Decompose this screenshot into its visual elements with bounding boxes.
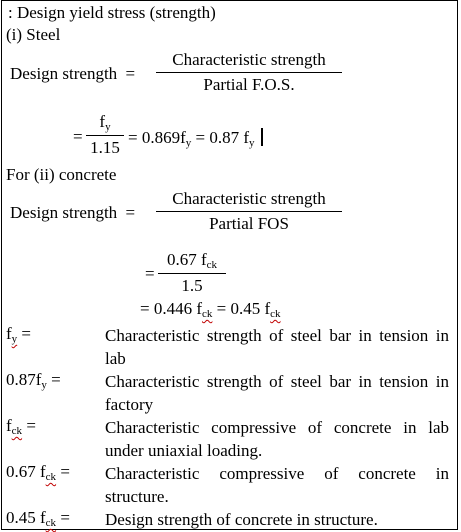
steel-fy-numerator: $f_y$ [99, 112, 111, 133]
concrete-lhs-text: Design strength [10, 203, 118, 222]
steel-step-equals: = [73, 127, 83, 146]
definition-term: $f_{ck}$ = [6, 416, 36, 437]
steel-lhs-text: Design strength [10, 64, 118, 83]
steel-equals: = [125, 64, 136, 83]
definition-term: 0.67 $f_{ck}$ = [6, 462, 70, 483]
concrete-subheading: For (ii) concrete [6, 165, 117, 184]
steel-fy-bar [86, 135, 124, 136]
concrete-step-equals: = [145, 264, 155, 283]
concrete-fck-bar [158, 273, 226, 274]
concrete-equals: = [125, 203, 136, 222]
concrete-result: = 0.446 $f_{ck} = 0.45$ $f_{ck}$ [140, 299, 281, 320]
definition-text: Design strength of concrete in structure. [105, 510, 378, 529]
steel-fraction-bar [156, 72, 342, 73]
steel-fraction-numerator: Characteristic strength [172, 50, 326, 69]
steel-fy-denominator: 1.15 [90, 138, 120, 157]
text-cursor [261, 128, 263, 146]
definition-term: $f_y$ = [6, 324, 32, 345]
concrete-fraction [156, 189, 342, 234]
concrete-fraction-denominator: Partial FOS [209, 214, 289, 233]
concrete-design-strength-label [10, 204, 135, 223]
definition-text: Characteristic strength of steel bar in tension in lab [105, 326, 449, 368]
section-title: : Design yield stress (strength) [8, 3, 216, 22]
definition-text: Characteristic strength of steel bar in tension in factory [105, 372, 449, 414]
steel-fraction-denominator: Partial F.O.S. [203, 75, 295, 94]
concrete-fck-denominator: 1.5 [181, 276, 203, 295]
concrete-fck-fraction [158, 250, 226, 296]
steel-fraction [156, 50, 342, 95]
steel-subheading: (i) Steel [6, 25, 61, 44]
steel-step-result: = $0.869f_y = 0.87$ $f_y$ [128, 128, 263, 149]
concrete-fraction-bar [156, 211, 342, 212]
definition-text: Characteristic compressive of concrete in lab under uniaxial loading. [105, 418, 449, 460]
steel-fy-fraction [86, 112, 124, 158]
definition-term: $0.87f_y$ = [6, 370, 61, 391]
concrete-fraction-numerator: Characteristic strength [172, 189, 326, 208]
definition-term: 0.45 $f_{ck}$ = [6, 508, 70, 529]
steel-design-strength-label [10, 65, 135, 84]
concrete-fck-numerator: 0.67 $f_{ck}$ [166, 250, 218, 271]
definition-text: Characteristic compressive of concrete in structure. [105, 464, 449, 506]
